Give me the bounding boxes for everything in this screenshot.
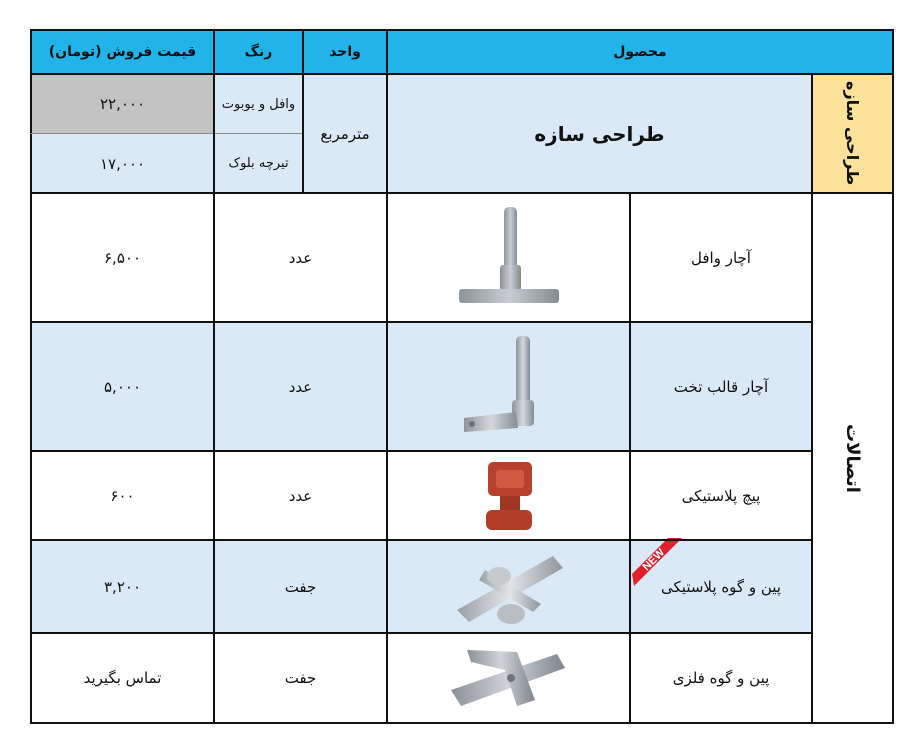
waffle-wrench-icon [454,203,564,313]
header-price: قیمت فروش (تومان) [31,30,214,74]
name-row-3: پین و گوه پلاستیکی [630,540,812,633]
unit-row-3: جفت [214,540,387,633]
unit-row-1: عدد [214,322,387,451]
grid-hline [30,450,813,452]
new-badge [628,534,688,590]
new-badge-text: NEW [640,546,668,574]
color-joist-block: تیرچه بلوک [214,134,303,193]
grid-hline [30,321,813,323]
unit-row-2: عدد [214,451,387,540]
image-cell-row-0 [387,193,630,322]
grid-vline [811,73,813,724]
price-row-1: ۵,۰۰۰ [31,322,214,451]
price-row-0: ۶,۵۰۰ [31,193,214,322]
unit-row-4: جفت [214,633,387,723]
grid-vline [302,29,304,194]
header-unit: واحد [303,30,387,74]
image-cell-row-3 [387,540,630,633]
header-color: رنگ [214,30,303,74]
unit-row-0: عدد [214,193,387,322]
grid-border-bottom [30,722,894,724]
grid-vline [629,193,631,723]
connections-side-label [812,193,893,723]
price-row-3: ۳,۲۰۰ [31,540,214,633]
name-row-4: پین و گوه فلزی [630,633,812,723]
connections-side-label-text: اتصالات [842,423,863,493]
design-side-label-text: طراحی سازه [843,81,862,186]
grid-border-top [30,29,894,31]
price-row-4: تماس بگیرید [31,633,214,723]
plastic-screw-icon [474,458,544,534]
color-waffle-ubot: وافل و یوبوت [214,74,303,134]
grid-hline [30,192,894,194]
name-row-0: آچار وافل [630,193,812,322]
grid-hline [30,539,813,541]
image-cell-row-2 [387,451,630,540]
grid-hline [30,133,303,134]
plastic-pin-wedge-icon [449,544,569,630]
header-product: محصول [387,30,893,74]
grid-vline [213,29,215,724]
flat-form-wrench-icon [454,332,564,442]
price-row-2: ۶۰۰ [31,451,214,540]
grid-hline [30,632,813,634]
grid-border-right [892,29,894,724]
metal-pin-wedge-icon [447,640,571,716]
image-cell-row-1 [387,322,630,451]
design-product-name: طراحی سازه [387,74,812,193]
grid-vline [386,29,388,724]
price-joist-block: ۱۷,۰۰۰ [31,134,214,193]
design-unit: مترمربع [303,74,387,193]
image-cell-row-4 [387,633,630,723]
design-side-label [812,74,893,193]
name-row-1: آچار قالب تخت [630,322,812,451]
name-row-2: پیچ پلاستیکی [630,451,812,540]
grid-hline [30,73,894,75]
price-waffle-ubot: ۲۲,۰۰۰ [31,74,214,134]
